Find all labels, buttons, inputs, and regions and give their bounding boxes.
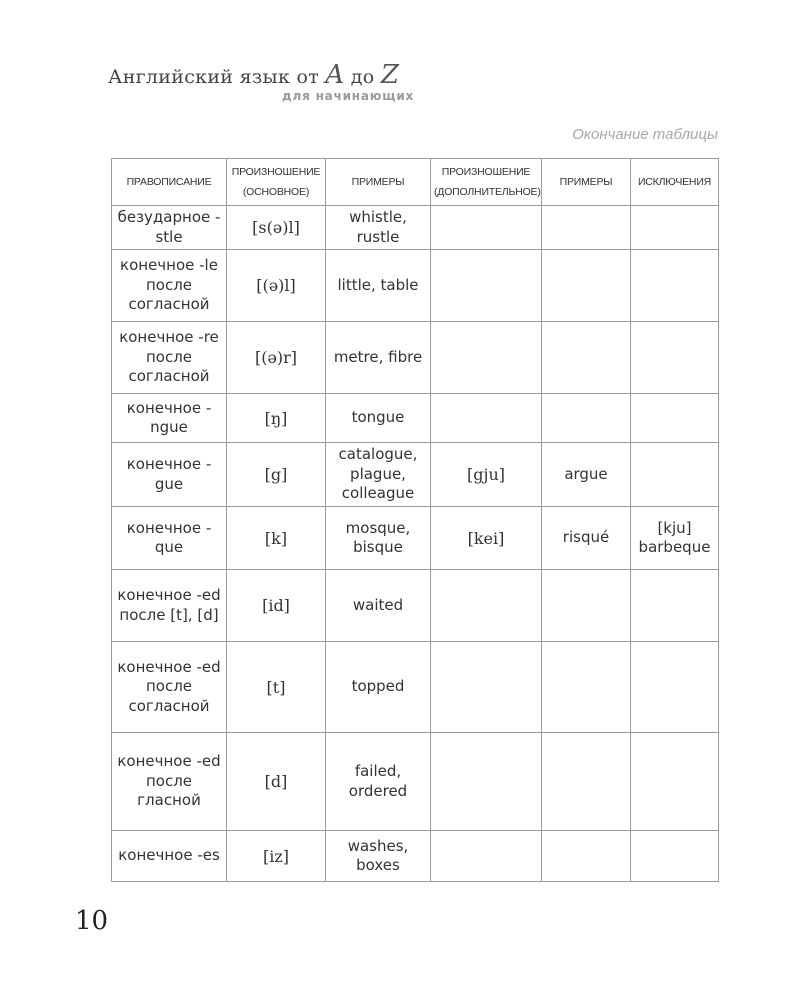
cell-examples-extra [542, 250, 631, 322]
cell-pron-extra: [kei] [431, 507, 542, 570]
cell-examples-extra [542, 206, 631, 250]
table-row [112, 250, 719, 322]
book-title [108, 60, 400, 90]
cell-pron-main: [t] [227, 642, 326, 733]
cell-exceptions [631, 642, 719, 733]
cell-pron-extra [431, 206, 542, 250]
spelling-pronunciation-table [111, 158, 719, 882]
table-continuation-note: Окончание таблицы [572, 126, 718, 143]
col-header-exceptions: ИСКЛЮЧЕНИЯ [631, 159, 719, 206]
cell-examples: catalogue, plague, colleague [326, 443, 431, 507]
book-subtitle: для начинающих [282, 89, 415, 103]
cell-pron-main: [id] [227, 570, 326, 642]
cell-exceptions [631, 250, 719, 322]
title-letter-z: Z [380, 60, 400, 90]
col-header-pron-main: ПРОИЗНОШЕНИЕ (ОСНОВНОЕ) [227, 159, 326, 206]
cell-pron-main: [k] [227, 507, 326, 570]
cell-pron-extra [431, 570, 542, 642]
cell-exceptions [631, 394, 719, 443]
cell-examples-extra: argue [542, 443, 631, 507]
table-row [112, 831, 719, 882]
cell-spelling: конечное -ed после [t], [d] [112, 570, 227, 642]
cell-spelling: конечное -es [112, 831, 227, 882]
col-header-pron-extra: ПРОИЗНОШЕНИЕ (ДОПОЛНИТЕЛЬНОЕ) [431, 159, 542, 206]
title-mid: до [350, 66, 375, 88]
cell-spelling: конечное -ed после согласной [112, 642, 227, 733]
table-row [112, 206, 719, 250]
cell-exceptions [631, 570, 719, 642]
table-header-row [112, 159, 719, 206]
cell-pron-extra [431, 642, 542, 733]
cell-exceptions [631, 322, 719, 394]
cell-exceptions [631, 831, 719, 882]
cell-exceptions [631, 733, 719, 831]
cell-examples: washes, boxes [326, 831, 431, 882]
cell-spelling: конечное -ed после гласной [112, 733, 227, 831]
cell-examples-extra [542, 322, 631, 394]
title-prefix: Английский язык от [108, 66, 320, 88]
cell-spelling: конечное -re после согласной [112, 322, 227, 394]
table-row [112, 733, 719, 831]
cell-examples-extra [542, 570, 631, 642]
cell-spelling: конечное -que [112, 507, 227, 570]
cell-pron-extra [431, 733, 542, 831]
cell-examples: metre, fibre [326, 322, 431, 394]
table-row [112, 443, 719, 507]
cell-exceptions [631, 443, 719, 507]
table-row [112, 394, 719, 443]
cell-pron-main: [ŋ] [227, 394, 326, 443]
cell-pron-main: [(ə)r] [227, 322, 326, 394]
cell-examples: mosque, bisque [326, 507, 431, 570]
table-row [112, 507, 719, 570]
cell-pron-main: [(ə)l] [227, 250, 326, 322]
cell-examples-extra [542, 733, 631, 831]
cell-pron-extra [431, 831, 542, 882]
cell-pron-extra [431, 250, 542, 322]
cell-pron-extra: [gju] [431, 443, 542, 507]
col-header-examples-extra: ПРИМЕРЫ [542, 159, 631, 206]
cell-examples: topped [326, 642, 431, 733]
cell-examples: little, table [326, 250, 431, 322]
page-number: 10 [75, 906, 109, 936]
running-header [108, 60, 399, 90]
cell-pron-main: [d] [227, 733, 326, 831]
cell-exceptions: [kju] barbeque [631, 507, 719, 570]
title-letter-a: A [325, 60, 345, 90]
cell-examples-extra [542, 642, 631, 733]
cell-pron-main: [s(ə)l] [227, 206, 326, 250]
table-row [112, 570, 719, 642]
cell-spelling: конечное - gue [112, 443, 227, 507]
cell-pron-main: [g] [227, 443, 326, 507]
cell-spelling: конечное -le после согласной [112, 250, 227, 322]
table-row [112, 642, 719, 733]
col-header-examples: ПРИМЕРЫ [326, 159, 431, 206]
cell-pron-extra [431, 394, 542, 443]
cell-examples: failed, ordered [326, 733, 431, 831]
cell-examples-extra: risqué [542, 507, 631, 570]
cell-examples-extra [542, 394, 631, 443]
cell-examples-extra [542, 831, 631, 882]
cell-exceptions [631, 206, 719, 250]
cell-examples: tongue [326, 394, 431, 443]
table-row [112, 322, 719, 394]
cell-pron-main: [iz] [227, 831, 326, 882]
cell-examples: waited [326, 570, 431, 642]
cell-examples: whistle, rustle [326, 206, 431, 250]
cell-pron-extra [431, 322, 542, 394]
col-header-spelling: ПРАВОПИСАНИЕ [112, 159, 227, 206]
cell-spelling: конечное -ngue [112, 394, 227, 443]
cell-spelling: безударное -stle [112, 206, 227, 250]
